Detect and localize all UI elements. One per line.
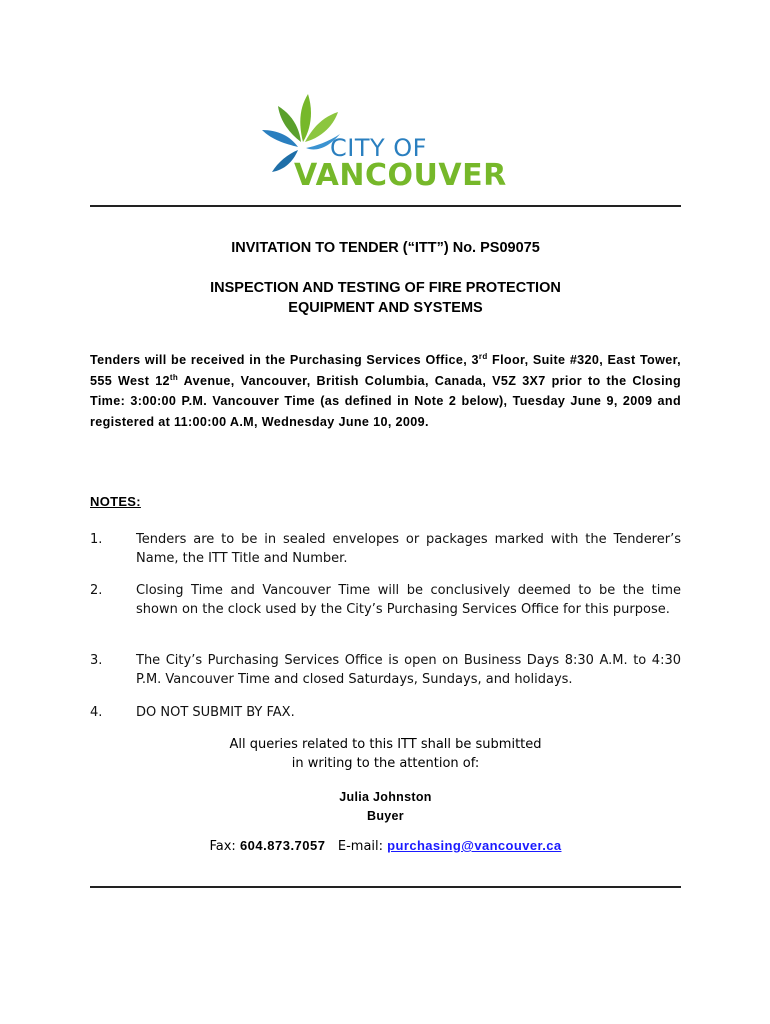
note-text: Tenders are to be in sealed envelopes or packages marked with the Tenderer’s Name, the ITT Title and Number. [136,532,681,566]
note-item [90,581,681,619]
subtitle-line-1: INSPECTION AND TESTING OF FIRE PROTECTION [210,280,561,296]
note-number: 4. [90,705,103,720]
queries-text [90,735,681,773]
itt-title: INVITATION TO TENDER (“ITT”) No. PS09075 [231,240,540,256]
queries-line-2: in writing to the attention of: [291,756,480,771]
tender-text-part-1: Tenders will be received in the Purchasing Services Office, 3 [90,353,479,367]
tender-sup-1: rd [478,351,488,361]
note-text: Closing Time and Vancouver Time will be conclusively deemed to be the time shown on the clock used by the City’s Purchasing Services Office for this purpose. [136,583,681,617]
contact-name: Julia Johnston [339,790,432,804]
note-number: 3. [90,653,103,668]
note-number: 2. [90,583,103,598]
note-number: 1. [90,532,103,547]
tender-instructions [90,350,681,432]
itt-subtitle [90,278,681,318]
email-label: E-mail: [337,839,388,854]
email-link[interactable]: purchasing@vancouver.ca [387,838,562,853]
logo-vancouver: VANCOUVER [294,158,507,193]
logo-city-of: CITY OF [330,134,427,162]
fax-label: Fax: [209,839,240,854]
note-item [90,530,681,568]
note-text: The City’s Purchasing Services Office is open on Business Days 8:30 A.M. to 4:30 P.M. Vancouver Time and closed Saturdays, Sundays, and holidays. [136,653,681,687]
subtitle-line-2: EQUIPMENT AND SYSTEMS [288,300,483,316]
contact-block [90,788,681,826]
city-logo [258,92,516,198]
note-item [90,703,681,722]
tender-text-part-3: Avenue, Vancouver, British Columbia, Canada, V5Z 3X7 prior to the Closing Time: 3:00:00 P.M. Vancouver Time (as defined in Note 2 below), Tuesday June 9, 2009 and registered at 11:00:00 A.M, Wednesday June 10, 2009. [90,373,682,429]
top-divider [90,205,681,207]
fax-number: 604.873.7057 [239,838,326,853]
contact-role: Buyer [367,809,404,823]
bottom-divider [90,886,681,888]
notes-heading: NOTES: [90,494,141,509]
tender-text-part-2: Floor, Suite #320, East Tower, 555 West 12 [90,353,681,388]
queries-line-1: All queries related to this ITT shall be submitted [229,737,542,752]
tender-sup-2: th [169,372,179,382]
fax-email-line [90,838,681,854]
note-item [90,651,681,689]
note-text: DO NOT SUBMIT BY FAX. [136,705,295,720]
